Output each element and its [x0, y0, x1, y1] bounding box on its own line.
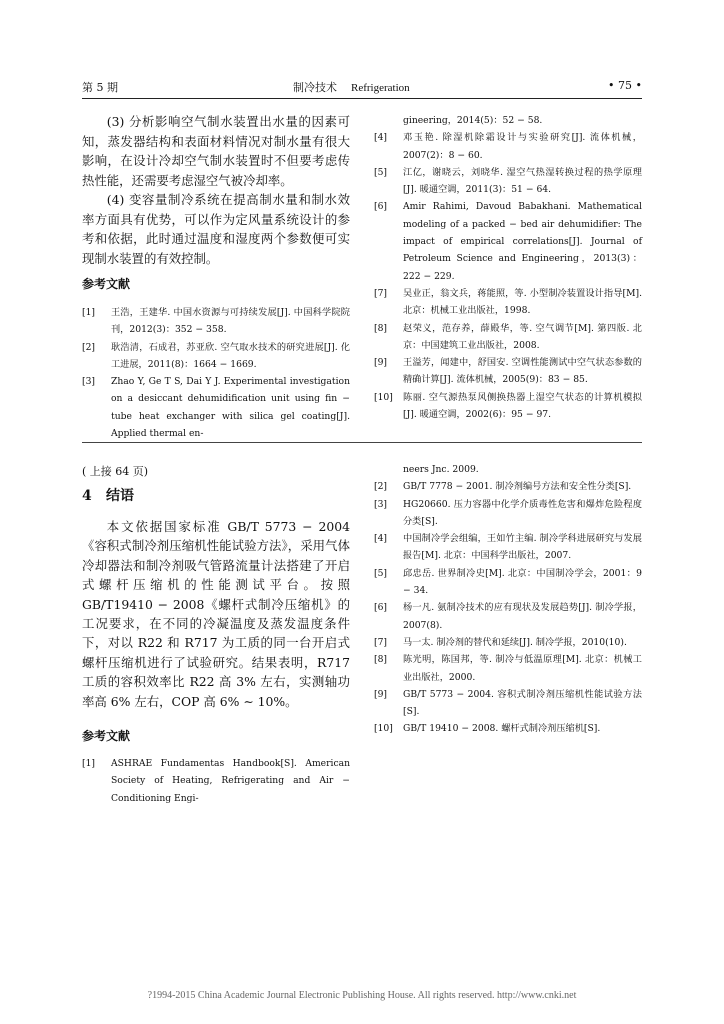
reference-continuation: gineering，2014(5)：52 − 58. — [403, 115, 543, 126]
reference-item: [9] GB/T 5773 − 2004. 容积式制冷剂压缩机性能试验方法[S]. — [374, 688, 642, 718]
journal-title-cn: 制冷技术 — [293, 81, 337, 94]
reference-item: [8] 陈光明，陈国邦，等. 制冷与低温原理[M]. 北京：机械工业出版社，2000. — [374, 654, 642, 683]
page-number: • 75 • — [608, 79, 642, 92]
section-number: 4 — [82, 488, 92, 504]
journal-title-en: Refrigeration — [351, 82, 410, 94]
copyright-footer: ?1994-2015 China Academic Journal Electronic Publishing House. All rights reserved. http://www.cnki.net — [147, 990, 577, 1001]
reference-continuation: neers Jnc. 2009. — [403, 464, 479, 475]
reference-item: [6] 杨一凡. 氨制冷技术的应有现状及发展趋势[J]. 制冷学报，2007(8). — [374, 602, 642, 631]
reference-item: [9] 王溢芳，闻建中，舒国安. 空调性能测试中空气状态参数的精确计算[J]. 流体机械，2005(9)：83 − 85. — [374, 357, 642, 386]
lower-references-left — [82, 755, 350, 807]
reference-item: [10] 陈丽. 空气源热泵风侧换热器上湿空气状态的计算机模拟[J]. 暖通空调，2002(6)：95 − 97. — [374, 391, 642, 421]
article-divider — [82, 442, 642, 443]
conclusion-paragraph: 本文依据国家标准 GB/T 5773 − 2004《容积式制冷剂压缩机性能试验方法》，采用气体冷却器法和制冷剂吸气管路流量计法搭建了开启式螺杆压缩机的性能测试平台。按照 GB/T19410 − 2008《螺杆式制冷压缩机》的工况要求，在不同的冷凝温度及蒸发温度条件下，对以 R22 和 R717 为工质的同一台开启式螺杆压缩机进行了试验研究。结果表明，R717 工质的容积效率比 R22 高 3% 左右，实测轴功率高 6% 左右，COP 高 6% ∼ 10%。 — [82, 519, 350, 709]
reference-item: [5] 江亿，谢晓云，刘晓华. 湿空气热湿转换过程的热学原理[J]. 暖通空调，2011(3)：51 − 64. — [374, 166, 642, 196]
reference-item: [6] Amir Rahimi, Davoud Babakhani. Mathematical modeling of a packed − bed air dehumidifier: The impact of empirical correlations[J]. Journal of Petroleum Science and Engineering，2013(3)：222 − 229. — [374, 201, 642, 282]
reference-item: [1] ASHRAE Fundamentas Handbook[S]. American Society of Heating, Refrigerating and Air − Conditioning Engi- — [82, 758, 350, 804]
issue-number: 第 5 期 — [82, 81, 118, 94]
section-heading — [82, 485, 134, 505]
upper-left-column — [82, 112, 350, 268]
reference-item: [8] 赵荣义，范存养，薛殿华，等. 空气调节[M]. 第四版. 北京：中国建筑工业出版社，2008. — [374, 322, 642, 351]
conclusion-point-3: (3) 分析影响空气制水装置出水量的因素可知，蒸发器结构和表面材料情况对制水量有很大影响，在设计冷却空气制水装置时不但要考虑传热性能，还需要考虑湿空气被冷却率。 — [82, 114, 350, 188]
reference-item: [2] GB/T 7778 − 2001. 制冷剂编号方法和安全性分类[S]. — [374, 481, 632, 493]
continued-from-note: ( 上接 64 页) — [82, 465, 149, 478]
reference-item: [1] 王浩，王建华. 中国水资源与可持续发展[J]. 中国科学院院刊，2012(3)：352 − 358. — [82, 307, 350, 336]
running-header — [82, 79, 642, 97]
reference-item: [5] 邱忠岳. 世界制冷史[M]. 北京：中国制冷学会，2001：9 − 34. — [374, 567, 642, 597]
reference-item: [2] 耿浩清，石成君，苏亚欣. 空气取水技术的研究进展[J]. 化工进展，2011(8)：1664 − 1669. — [82, 341, 350, 370]
reference-item: [4] 中国制冷学会组编，王如竹主编. 制冷学科进展研究与发展报告[M]. 北京：中国科学出版社，2007. — [374, 533, 642, 562]
lower-left-column — [82, 517, 350, 711]
reference-item: [7] 马一太. 制冷剂的替代和延续[J]. 制冷学报，2010(10). — [374, 636, 627, 648]
reference-item: [4] 邓玉艳. 除湿机除霜设计与实验研究[J]. 流体机械，2007(2)：8 − 60. — [374, 132, 642, 161]
section-title: 结语 — [106, 488, 134, 504]
references-heading: 参考文献 — [82, 277, 131, 291]
reference-item: [3] Zhao Y, Ge T S, Dai Y J. Experimental investigation on a desiccant dehumidification unit using fin − tube heat exchanger with silica gel coating[J]. Applied thermal en- — [82, 376, 350, 440]
conclusion-point-4: (4) 变容量制冷系统在提高制水量和制水效率方面具有优势，可以作为定风量系统设计的参考和依据，此时通过温度和湿度两个参数便可实现制水装置的有效控制。 — [82, 192, 350, 266]
lower-references-right — [374, 461, 642, 738]
reference-item: [10] GB/T 19410 − 2008. 螺杆式制冷剂压缩机[S]. — [374, 723, 601, 735]
upper-references-right — [374, 112, 642, 423]
header-rule — [82, 98, 642, 99]
upper-references-left — [82, 304, 350, 442]
reference-item: [7] 吴业正，翁文兵，蒋能照，等. 小型制冷装置设计指导[M]. 北京：机械工业出版社，1998. — [374, 287, 642, 317]
journal-title — [293, 79, 410, 95]
reference-item: [3] HG20660. 压力容器中化学介质毒性危害和爆炸危险程度分类[S]. — [374, 498, 642, 527]
references-heading-lower: 参考文献 — [82, 729, 131, 743]
